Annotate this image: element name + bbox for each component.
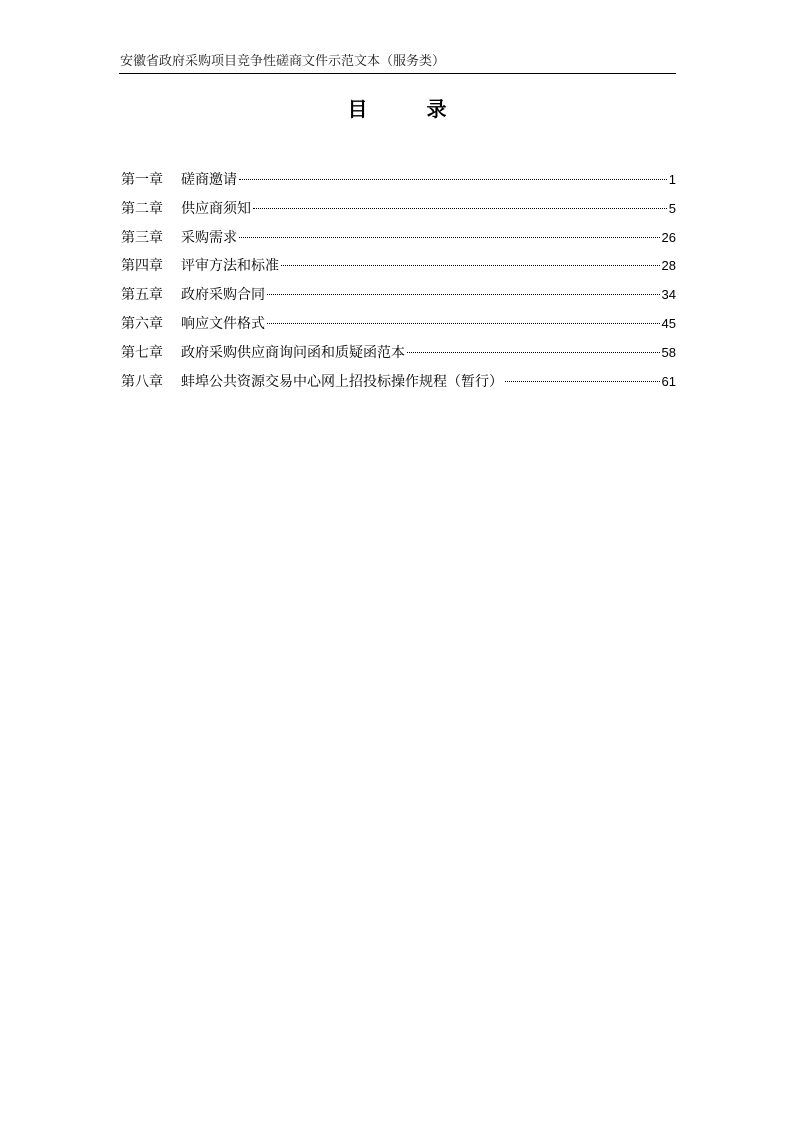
toc-entry-chapter-7[interactable] [121,343,676,372]
toc-page-number: 61 [661,373,676,389]
toc-chapter-name: 响应文件格式 [181,315,265,332]
toc-entry-chapter-5[interactable] [121,285,676,314]
toc-chapter-name: 采购需求 [181,229,237,246]
dot-leader [505,381,660,382]
toc-title: 目 录 [347,97,473,121]
toc-page-number: 45 [661,315,676,331]
toc-chapter-name: 政府采购合同 [181,287,265,304]
toc-entry-chapter-6[interactable] [121,314,676,343]
table-of-contents [121,170,676,400]
toc-entry-chapter-8[interactable] [121,372,676,401]
dot-leader [281,265,660,266]
toc-page-number: 1 [668,172,676,187]
toc-entry-chapter-1[interactable] [121,170,676,199]
dot-leader [267,294,660,295]
toc-chapter-number: 第七章 [121,344,163,361]
toc-chapter-name: 磋商邀请 [181,172,237,188]
toc-chapter-name: 政府采购供应商询问函和质疑函范本 [181,344,405,361]
toc-page-number: 28 [661,258,676,274]
toc-chapter-number: 第六章 [121,315,163,332]
toc-chapter-number: 第一章 [121,172,163,188]
toc-page-number: 58 [661,344,676,360]
running-header: 安徽省政府采购项目竞争性磋商文件示范文本（服务类） [120,54,446,69]
dot-leader [407,352,660,353]
toc-entry-chapter-2[interactable] [121,199,676,228]
dot-leader [239,237,660,238]
toc-chapter-number: 第三章 [121,229,163,246]
dot-leader [253,208,667,209]
toc-chapter-number: 第八章 [121,373,163,390]
toc-page-number: 26 [661,229,676,245]
toc-chapter-number: 第二章 [121,200,163,217]
toc-chapter-name: 蚌埠公共资源交易中心网上招投标操作规程（暂行） [181,373,503,390]
dot-leader [239,179,667,180]
toc-chapter-name: 评审方法和标准 [181,258,279,275]
dot-leader [267,323,660,324]
toc-chapter-number: 第五章 [121,287,163,304]
toc-entry-chapter-3[interactable] [121,228,676,257]
toc-page-number: 5 [668,200,676,216]
toc-chapter-number: 第四章 [121,258,163,275]
toc-page-number: 34 [661,287,676,303]
toc-chapter-name: 供应商须知 [181,200,251,217]
header-divider [119,73,676,74]
toc-entry-chapter-4[interactable] [121,256,676,285]
